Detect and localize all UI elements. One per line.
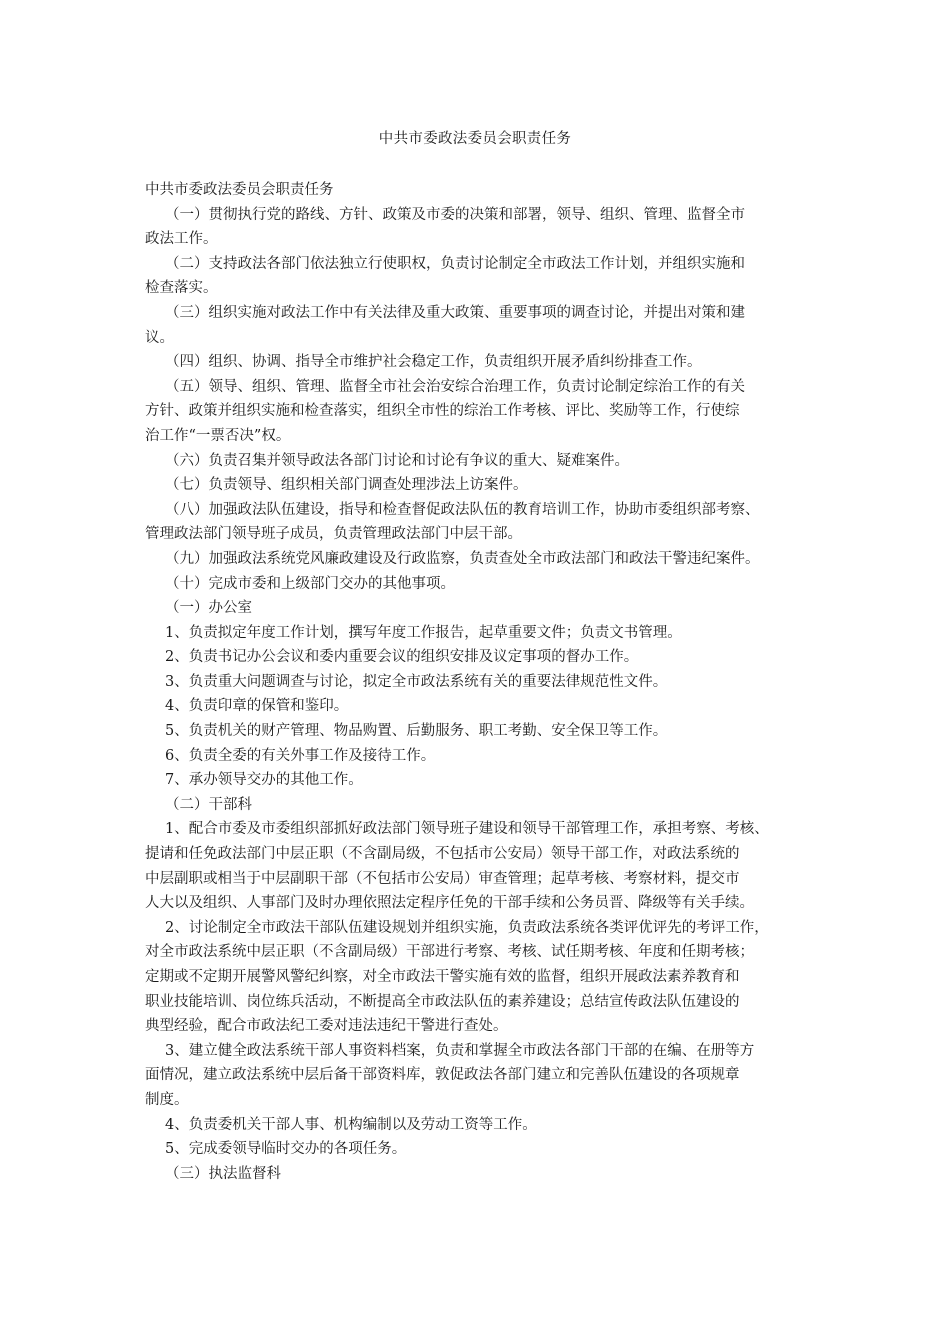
text-line: 面情况，建立政法系统中层后备干部资料库，敦促政法各部门建立和完善队伍建设的各项规章 — [145, 1067, 740, 1084]
text-line: 6、负责全委的有关外事工作及接待工作。 — [165, 747, 436, 764]
text-line: （二）干部科 — [165, 796, 252, 813]
text-line: （四）组织、协调、指导全市维护社会稳定工作，负责组织开展矛盾纠纷排查工作。 — [165, 354, 702, 371]
text-line: 议。 — [145, 329, 174, 346]
text-line: （九）加强政法系统党风廉政建设及行政监察，负责查处全市政法部门和政法干警违纪案件。 — [165, 550, 760, 567]
text-line: 检查落实。 — [145, 280, 218, 297]
text-line: （一）贯彻执行党的路线、方针、政策及市委的决策和部署，领导、组织、管理、监督全市 — [165, 206, 745, 223]
text-line: （一）办公室 — [165, 600, 252, 617]
text-line: （八）加强政法队伍建设，指导和检查督促政法队伍的教育培训工作，协助市委组织部考察、 — [165, 501, 760, 518]
text-line: 1、配合市委及市委组织部抓好政法部门领导班子建设和领导干部管理工作，承担考察、考核、 — [165, 821, 769, 838]
text-line: 方针、政策并组织实施和检查落实，组织全市性的综治工作考核、评比、奖励等工作，行使综 — [145, 403, 740, 420]
text-line: 职业技能培训、岗位练兵活动，不断提高全市政法队伍的素养建设；总结宣传政法队伍建设的 — [145, 993, 740, 1010]
text-line: 3、负责重大问题调查与讨论，拟定全市政法系统有关的重要法律规范性文件。 — [165, 673, 668, 690]
text-line: （十）完成市委和上级部门交办的其他事项。 — [165, 575, 455, 592]
text-line: 中共市委政法委员会职责任务 — [145, 182, 334, 198]
text-line: 2、讨论制定全市政法干部队伍建设规划并组织实施，负责政法系统各类评优评先的考评工作， — [165, 919, 769, 936]
text-line: 定期或不定期开展警风警纪纠察，对全市政法干警实施有效的监督，组织开展政法素养教育和 — [145, 969, 740, 985]
text-line: 2、负责书记办公会议和委内重要会议的组织安排及议定事项的督办工作。 — [165, 649, 639, 666]
text-line: （七）负责领导、组织相关部门调查处理涉法上访案件。 — [165, 477, 528, 494]
text-line: 对全市政法系统中层正职（不含副局级）干部进行考察、考核、试任期考核、年度和任期考核； — [145, 944, 754, 961]
text-line: 提请和任免政法部门中层正职（不含副局级，不包括市公安局）领导干部工作，对政法系统的 — [145, 846, 740, 863]
text-line: 管理政法部门领导班子成员，负责管理政法部门中层干部。 — [145, 526, 522, 543]
text-line: 治工作“一票否决”权。 — [145, 427, 291, 444]
text-line: 人大以及组织、人事部门及时办理依照法定程序任免的干部手续和公务员晋、降级等有关手续。 — [145, 895, 754, 912]
text-line: 典型经验，配合市政法纪工委对违法违纪干警进行查处。 — [145, 1018, 508, 1035]
document-title: 中共市委政法委员会职责任务 — [378, 131, 572, 147]
text-line: 制度。 — [145, 1091, 189, 1108]
text-line: 3、建立健全政法系统干部人事资料档案，负责和掌握全市政法各部门干部的在编、在册等方 — [165, 1042, 755, 1059]
text-line: （二）支持政法各部门依法独立行使职权，负责讨论制定全市政法工作计划，并组织实施和 — [165, 255, 745, 272]
text-line: （三）执法监督科 — [165, 1165, 281, 1182]
text-line: 5、完成委领导临时交办的各项任务。 — [165, 1141, 407, 1158]
document-body — [145, 178, 815, 1186]
text-line: （五）领导、组织、管理、监督全市社会治安综合治理工作，负责讨论制定综治工作的有关 — [165, 378, 745, 395]
text-line: 7、承办领导交办的其他工作。 — [165, 772, 363, 789]
text-line: 4、负责委机关干部人事、机构编制以及劳动工资等工作。 — [165, 1116, 537, 1133]
text-line: 政法工作。 — [145, 231, 218, 248]
text-line: 1、负责拟定年度工作计划，撰写年度工作报告，起草重要文件；负责文书管理。 — [165, 624, 682, 641]
text-line: 中层副职或相当于中层副职干部（不包括市公安局）审查管理；起草考核、考察材料，提交市 — [145, 870, 740, 887]
text-line: （六）负责召集并领导政法各部门讨论和讨论有争议的重大、疑难案件。 — [165, 452, 629, 469]
text-line: 5、负责机关的财产管理、物品购置、后勤服务、职工考勤、安全保卫等工作。 — [165, 723, 668, 740]
text-line: （三）组织实施对政法工作中有关法律及重大政策、重要事项的调查讨论，并提出对策和建 — [165, 304, 745, 321]
text-line: 4、负责印章的保管和鉴印。 — [165, 698, 349, 715]
